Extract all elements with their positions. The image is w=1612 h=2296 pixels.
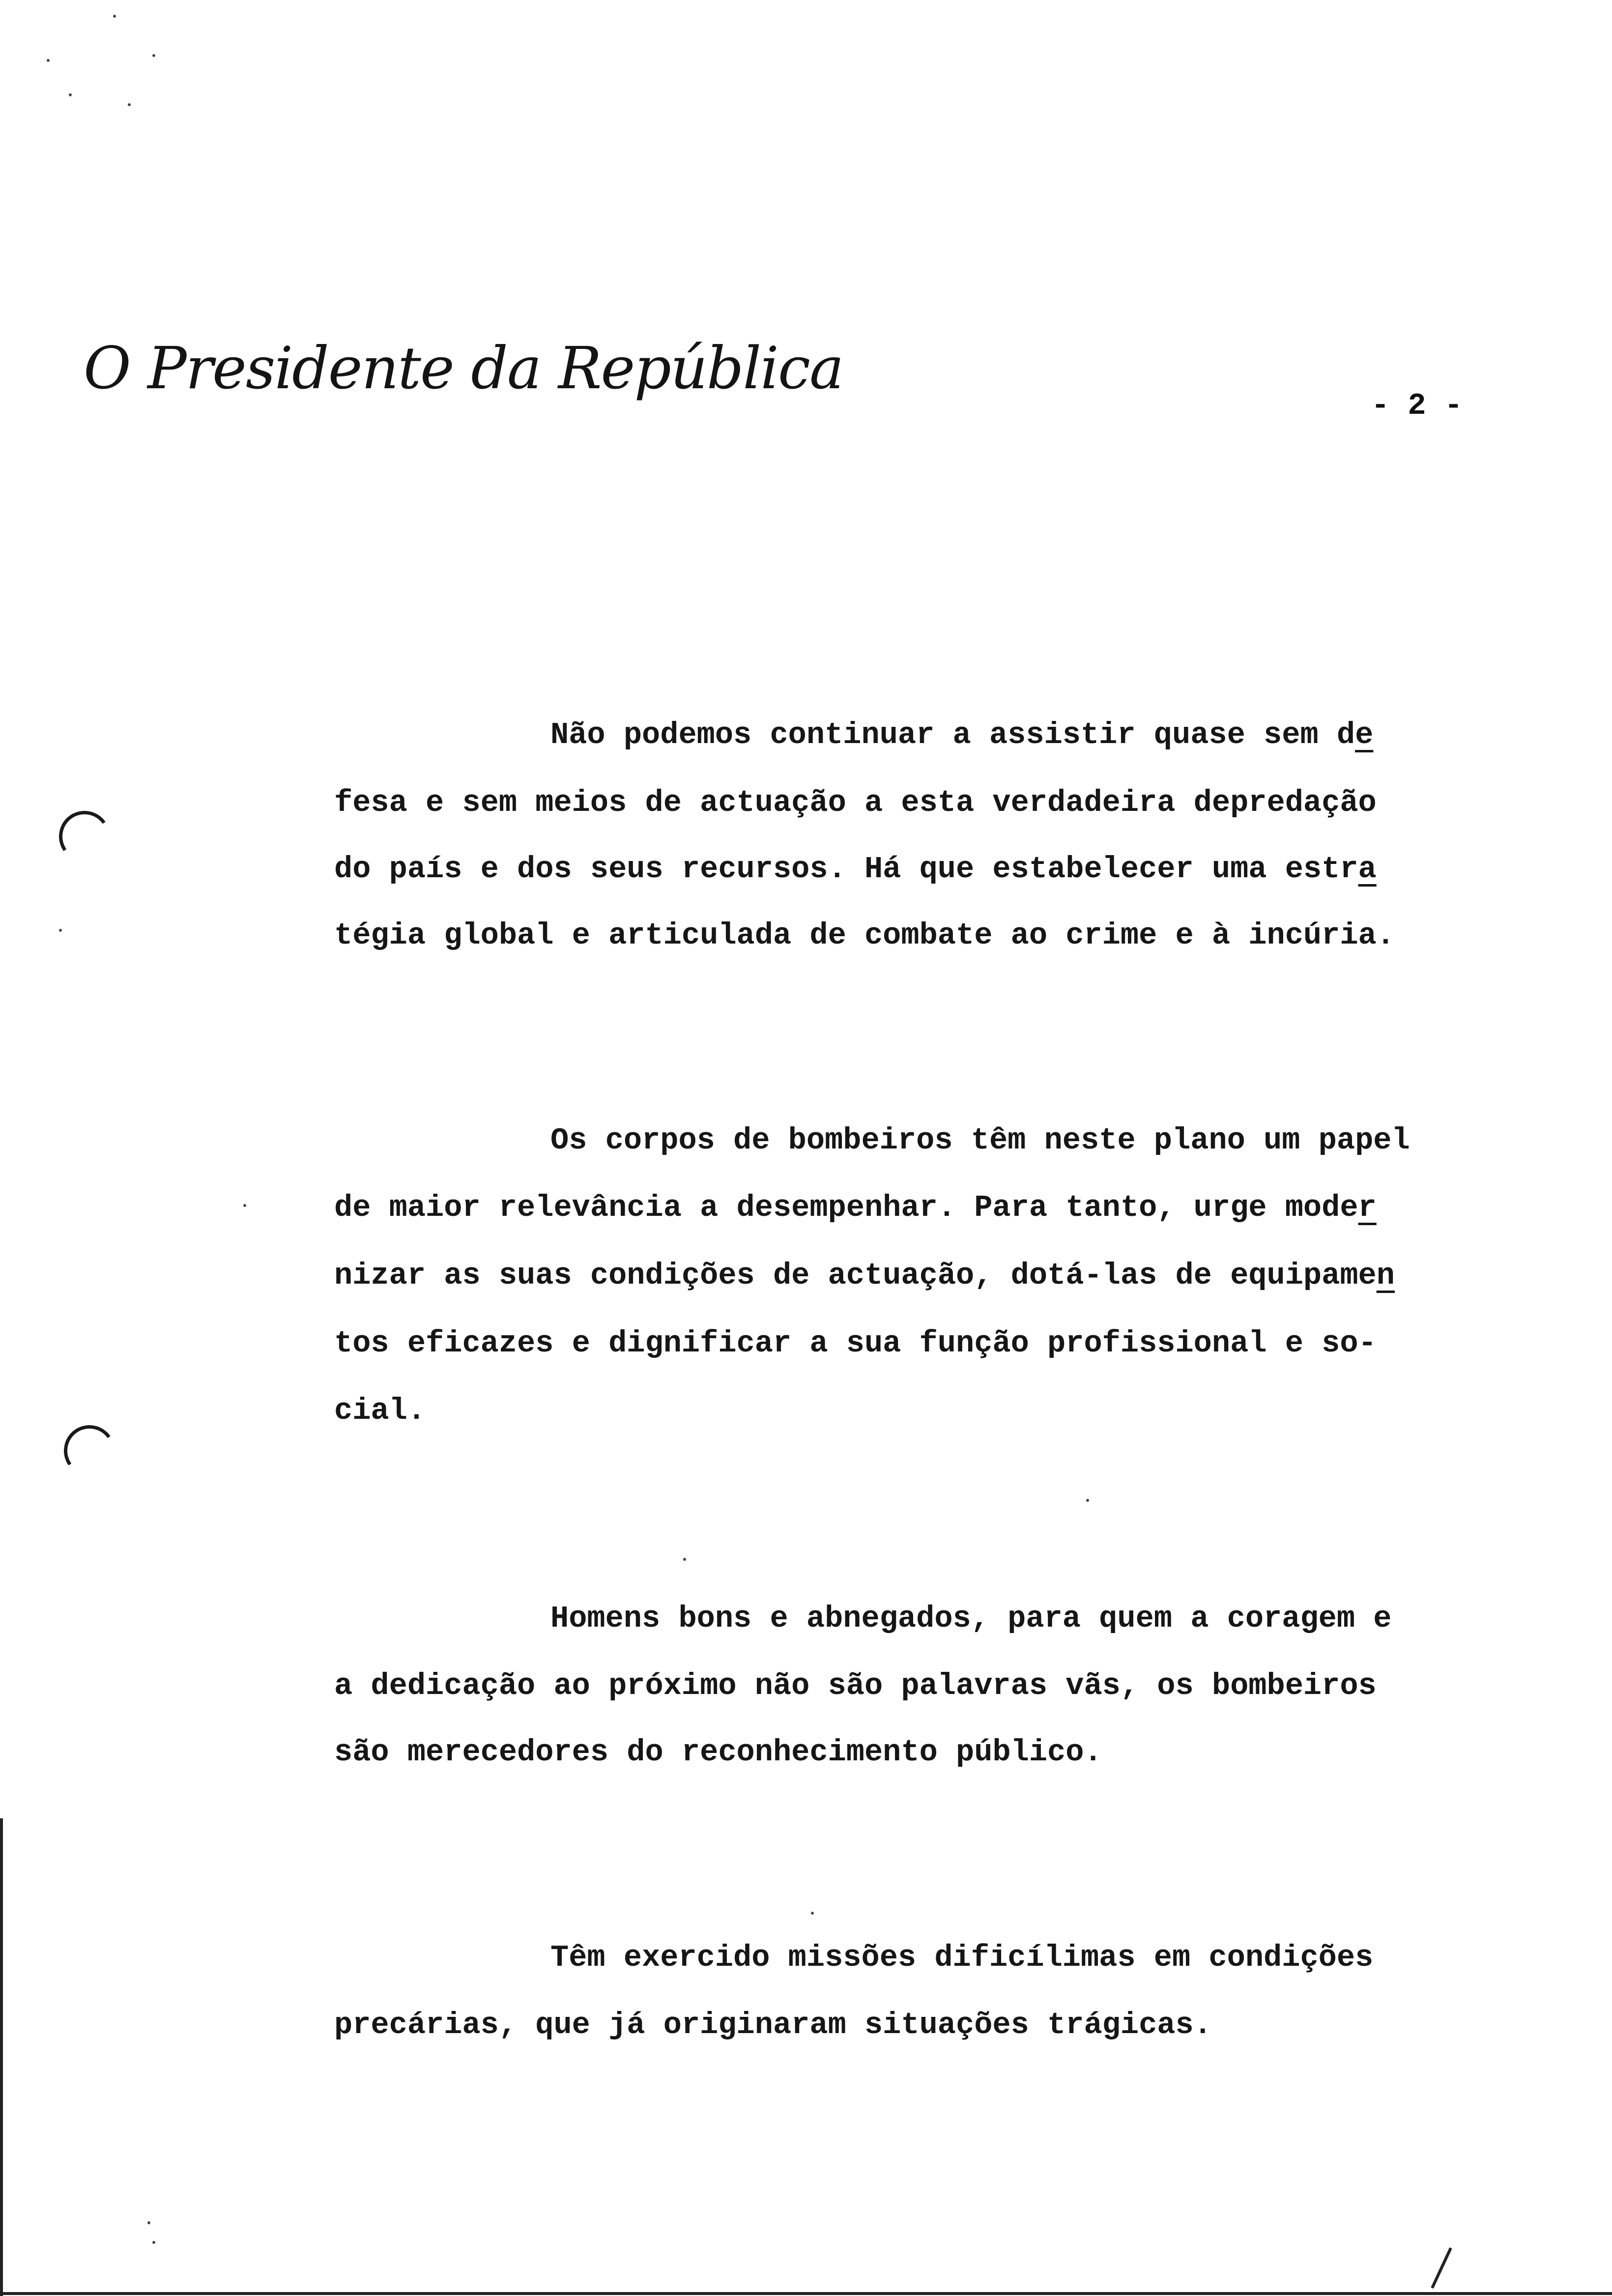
paragraph-2-line-2: de maior relevância a desempenhar. Para tanto, urge moder xyxy=(334,1190,1377,1225)
letterhead-title: O Presidente da República xyxy=(84,334,843,402)
scan-speck xyxy=(128,103,131,106)
punch-hole-mark xyxy=(55,807,114,866)
scan-corner-mark xyxy=(1431,2247,1452,2289)
scan-speck xyxy=(69,93,72,96)
paragraph-2-line-1: Os corpos de bombeiros têm neste plano um papel xyxy=(550,1123,1410,1158)
scan-speck xyxy=(152,54,155,57)
paragraph-1-line-1: Não podemos continuar a assistir quase sem de xyxy=(550,718,1374,752)
paragraph-4-line-2: precárias, que já originaram situações trágicas. xyxy=(334,2008,1212,2042)
paragraph-1-line-2: fesa e sem meios de actuação a esta verdadeira depredação xyxy=(334,785,1377,820)
scan-speck xyxy=(59,929,62,932)
scan-speck xyxy=(47,59,50,62)
scan-speck xyxy=(152,2241,155,2244)
paragraph-1-line-3: do país e dos seus recursos. Há que estabelecer uma estra xyxy=(334,852,1377,887)
scan-speck xyxy=(243,1204,246,1207)
paragraph-4-line-1: Têm exercido missões dificílimas em condições xyxy=(550,1940,1374,1975)
scan-edge-left xyxy=(0,1818,3,2296)
paragraph-1-line-4: tégia global e articulada de combate ao crime e à incúria. xyxy=(334,918,1395,953)
paragraph-2-line-3: nizar as suas condições de actuação, dotá-las de equipamen xyxy=(334,1258,1395,1293)
scan-speck xyxy=(113,15,116,18)
scan-speck xyxy=(147,2221,150,2224)
paragraph-2-line-5: cial. xyxy=(334,1393,426,1428)
paragraph-3-line-1: Homens bons e abnegados, para quem a coragem e xyxy=(550,1601,1392,1636)
punch-hole-mark xyxy=(60,1421,119,1480)
paragraph-3-line-3: são merecedores do reconhecimento público. xyxy=(334,1735,1102,1770)
paragraph-3-line-2: a dedicação ao próximo não são palavras vãs, os bombeiros xyxy=(334,1668,1377,1703)
page-number: - 2 - xyxy=(1371,388,1463,423)
scan-edge-bottom xyxy=(0,2292,1612,2295)
scan-speck xyxy=(1086,1499,1089,1502)
scan-speck xyxy=(683,1558,686,1561)
scan-speck xyxy=(811,1912,814,1915)
paragraph-2-line-4: tos eficazes e dignificar a sua função profissional e so- xyxy=(334,1326,1377,1361)
